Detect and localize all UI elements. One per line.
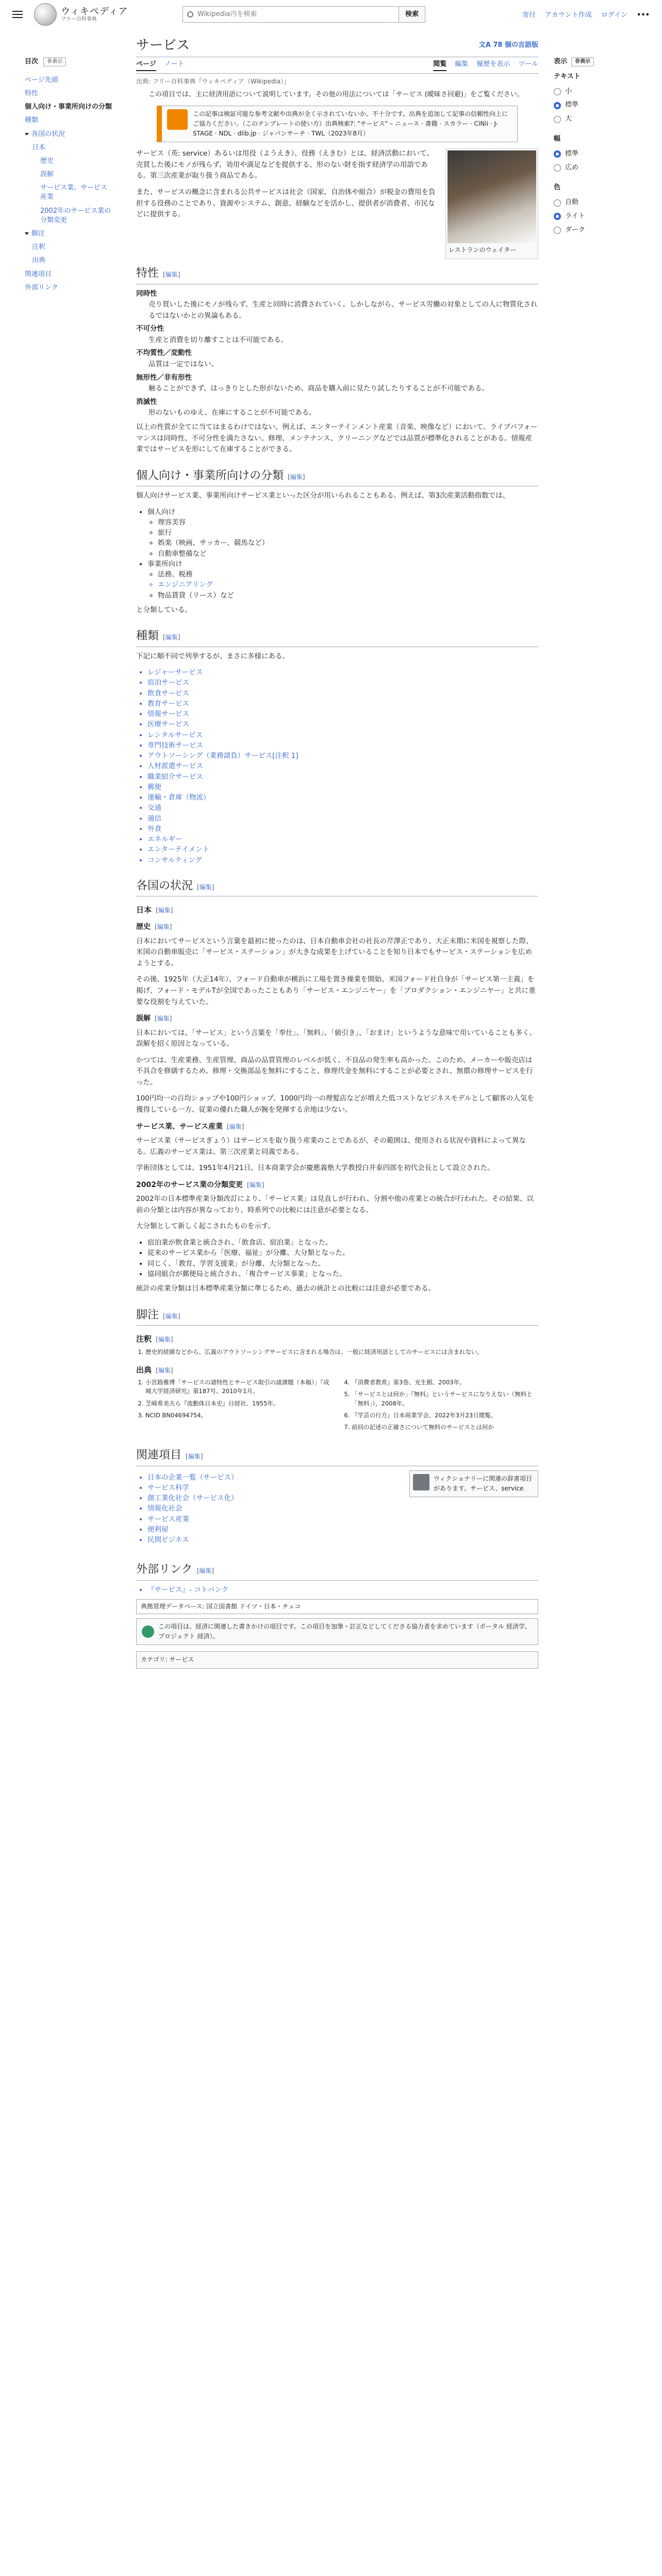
text-size-section <box>554 72 641 125</box>
toc-item[interactable]: 2002年のサービス業の分類変更 <box>40 207 111 224</box>
section-heading <box>136 627 538 647</box>
radio-label: 広め <box>565 163 579 172</box>
type-item[interactable]: • 飲食サービス <box>147 688 538 699</box>
heading-text: 特性 <box>136 267 159 280</box>
term: 不均質性／変動性 <box>136 349 192 358</box>
term: 無形性／非有形性 <box>136 373 192 382</box>
paragraph: 個人向けサービス業、事業所向けサービス業といった区分が用いられることもある。例えば、第3次産業活動指数では、 <box>136 492 510 500</box>
list-item[interactable]: ◦ エンジニアリング <box>158 580 538 590</box>
external-link[interactable]: • 『サービス』- コトバンク <box>147 1585 538 1595</box>
toc-item[interactable]: ページ先頭 <box>25 76 58 84</box>
toc-item[interactable]: 外部リンク <box>25 283 58 292</box>
definition: 触ることができず、はっきりとした形がないため、商品を購入前に見たり試したりすることが不可能である。 <box>148 384 489 393</box>
section-heading <box>136 1306 538 1326</box>
classification-list <box>147 507 538 601</box>
edit-link[interactable]: [編集] <box>163 271 180 279</box>
edit-link[interactable]: [編集] <box>186 1453 203 1461</box>
toc-item[interactable]: サービス業、サービス産業 <box>40 184 108 201</box>
see-also-list <box>147 1472 238 1546</box>
term: 不可分性 <box>136 325 164 333</box>
list-item: ◦ 物品賃貸（リース）など <box>158 590 538 601</box>
hatnote: この項目では、主に経済用語について説明しています。その他の用法については「サービス (曖昧さ回避)」をご覧ください。 <box>148 90 524 98</box>
maintenance-box <box>157 106 518 143</box>
login-link[interactable]: ログイン <box>601 11 628 19</box>
intro-paragraph: また、サービスの概念に含まれる公共サービスは社会（国家、自治体や組合）が税金の費用を負担する役務のことであり、資源やシステム、創意、経験などを活かし、提供者が消費者、市民などに提供する。 <box>136 188 436 219</box>
logo-name: ウィキペディア <box>61 6 128 17</box>
subsection-heading: 2002年のサービス業の分類変更 [編集] <box>136 1180 264 1189</box>
radio-option[interactable] <box>554 211 641 222</box>
appearance-hide-button[interactable]: 非表示 <box>571 57 594 66</box>
type-item[interactable]: • 人材派遣サービス <box>147 761 538 771</box>
type-item[interactable]: • 運輸・倉庫（物流） <box>147 792 538 803</box>
radio-option[interactable] <box>554 114 641 125</box>
stub-notice <box>136 1618 538 1645</box>
note-item: 1. 歴史的経緯などから、広義のアウトソーシングサービスに含まれる場合は、一般に経済用語としてのサービスには含まれない。 <box>145 1347 538 1357</box>
thumb-figure[interactable] <box>445 148 538 259</box>
paragraph: 統計の産業分類は日本標準産業分類に準じるため、過去の統計との比較には注意が必要である。 <box>136 1284 435 1293</box>
list-item: ◦ 理容美容 <box>158 517 538 528</box>
types-list <box>147 667 538 866</box>
see-also-item[interactable]: • 創工業化社会（サービス化） <box>147 1493 238 1503</box>
list-item: • 従来のサービス業から「医療、福祉」が分離、大分類となった。 <box>147 1248 538 1258</box>
list-item: • 協同組合が郵便局と統合され、「複合サービス事業」となった。 <box>147 1269 538 1279</box>
notes-list <box>145 1347 538 1357</box>
see-also-item[interactable]: • 民間ビジネス <box>147 1535 238 1545</box>
edit-link[interactable]: [編集] <box>155 1015 172 1023</box>
article-content <box>136 37 538 1669</box>
paragraph: 2002年の日本標準産業分類改訂により、「サービス業」は見直しが行われ、分割や他の産業との統合が行われた。その結果、以前の分類とは内容が異なっており、時系列での比較には注意が必要となる。 <box>136 1195 534 1214</box>
radio-selected-icon <box>554 150 561 158</box>
reference-item: 3. NCID BN04694754。 <box>145 1411 332 1420</box>
list-item: ◦ 法務、税務 <box>158 569 538 580</box>
list-item: ◦ 自動車整備など <box>158 549 538 559</box>
type-item[interactable]: • アウトソーシング（業務請負）サービス[注釈 1] <box>147 751 538 761</box>
section-heading <box>136 1446 538 1466</box>
search-form <box>183 6 425 23</box>
paragraph: その後、1925年（大正14年）、フォード自動車が横浜に工場を置き操業を開始、米国フォード社自身が「サービス第一主義」を掲げ、フォード・モデルTが全国であったこともあり「サービス・エンジニヤー」を「プロダクション・エンジニヤー」と共に重要な役割を与えていた。 <box>136 975 536 1006</box>
references-left <box>145 1378 332 1435</box>
page-title: サービス <box>136 38 190 53</box>
subsection-heading: 注釈 [編集] <box>136 1334 173 1344</box>
subsection-heading: 誤解 [編集] <box>136 1014 172 1023</box>
heading-text: 種類 <box>136 630 159 643</box>
type-item[interactable]: • 専門技術サービス <box>147 740 538 751</box>
radio-label: 大 <box>565 115 572 123</box>
toc-item[interactable]: 関連項目 <box>25 270 52 278</box>
type-item[interactable]: • 交通 <box>147 803 538 813</box>
search-icon <box>187 11 193 18</box>
reference-item: 4. 『消費者教育』第3巻、光生館、2003年。 <box>352 1378 538 1387</box>
see-also-item[interactable]: • 便利屋 <box>147 1524 238 1535</box>
radio-icon <box>554 227 561 234</box>
search-button[interactable]: 検索 <box>399 6 425 23</box>
toc-item[interactable]: 注釈 <box>32 243 46 251</box>
toc-item[interactable] <box>25 227 112 241</box>
radio-option[interactable] <box>554 225 641 236</box>
site-header <box>0 0 662 29</box>
edit-link[interactable]: [編集] <box>156 1335 173 1343</box>
table-of-contents <box>25 57 112 295</box>
type-item[interactable]: • コンサルティング <box>147 855 538 866</box>
section-title: 幅 <box>554 134 561 143</box>
radio-option[interactable] <box>554 163 641 174</box>
see-also-block <box>136 1470 538 1550</box>
paragraph: 以上の性質が全てに当てはまるわけではない。例えば、エンターテインメント産業（音楽、映像など）において、ライブパフォーマンスは同時性、不可分性を満たさない。修理、メンテナンス、クリーニングなどでは品質が標準化されることがある。情報産業ではサービスを形にして在庫することができる。 <box>136 423 538 454</box>
edit-link[interactable]: [編集] <box>196 1567 214 1575</box>
appearance-title: 表示 <box>554 58 568 65</box>
width-section <box>554 134 641 173</box>
see-also-item[interactable]: • サービス科学 <box>147 1483 238 1493</box>
paragraph: 下記に順不同で列挙するが、まさに多様にある。 <box>136 652 289 660</box>
language-button[interactable]: 文A 78 個の言語版 <box>478 41 538 49</box>
toc-item[interactable]: 日本 <box>32 143 46 151</box>
list-item: • 同じく、「教育、学習支援業」が分離、大分類となった。 <box>147 1259 538 1269</box>
toc-item[interactable]: 誤解 <box>40 171 54 179</box>
paragraph: 100円均一の百均ショップや100円ショップ、1000円均一の理髪店などが増えた低コストなビジネスモデルとして顧客の人気を獲得している一方、従業の優れた職人が腕を発揮する余地は少ない。 <box>136 1094 534 1114</box>
type-item[interactable]: • 宿泊サービス <box>147 677 538 688</box>
tab-page[interactable]: ページ <box>136 59 156 71</box>
subsection-heading: 日本 [編集] <box>136 905 173 915</box>
tab-talk[interactable]: ノート <box>164 60 185 68</box>
radio-option[interactable] <box>554 87 641 97</box>
edit-link[interactable]: [編集] <box>163 634 180 641</box>
warning-icon <box>167 109 188 130</box>
type-item[interactable]: • 職業紹介サービス <box>147 772 538 782</box>
radio-label: 小 <box>565 87 572 95</box>
external-links-list <box>147 1585 538 1595</box>
tab-edit[interactable]: 編集 <box>455 60 469 68</box>
subsection-heading: 出典 [編集] <box>136 1365 173 1375</box>
toc-item-active[interactable]: 個人向け・事業所向けの分類 <box>25 103 112 111</box>
chevron-down-icon[interactable] <box>25 232 29 235</box>
user-links <box>522 10 650 21</box>
radio-option[interactable] <box>554 149 641 160</box>
search-input[interactable] <box>183 6 399 23</box>
type-item[interactable]: • 外食 <box>147 824 538 834</box>
section-heading <box>136 467 538 486</box>
radio-label: ライト <box>565 212 585 220</box>
type-item[interactable]: • 教育サービス <box>147 699 538 709</box>
edit-link[interactable]: [編集] <box>227 1123 244 1130</box>
heading-text: 各国の状況 <box>136 879 193 892</box>
paragraph: かつては、生産業務、生産管理、商品の品質管理のレベルが低く、不良品の発生率も高かった。このため、メーカーや販売店は不具合を修繕するため、修理・交換部品を無料にすること、修理代金を無料にすることが必要とされ、無償の修理サービスを行った。 <box>136 1056 533 1087</box>
definition: 売り買いした後にモノが残らず、生産と同時に消費されていく。しかしながら、サービス労働の対象としての人に物質化されるではないかとの異論もある。 <box>148 300 538 320</box>
figure-caption: レストランのウェイター <box>449 246 517 254</box>
heading-text: 関連項目 <box>136 1449 182 1462</box>
section-heading <box>136 1561 538 1580</box>
subsection-heading: サービス業、サービス産業 [編集] <box>136 1122 244 1131</box>
section-title: 色 <box>554 183 561 192</box>
toc-item-label: 脚注 <box>31 230 45 238</box>
tab-tools[interactable]: ツール <box>518 60 538 68</box>
type-item[interactable]: • エネルギー <box>147 834 538 844</box>
page-tabs <box>136 57 538 74</box>
waiter-photo[interactable] <box>448 150 536 243</box>
toc-item[interactable]: 種類 <box>25 116 39 125</box>
type-item[interactable]: • レジャーサービス <box>147 667 538 677</box>
toc-title: 目次 <box>25 58 39 65</box>
wiktionary-icon <box>413 1474 429 1490</box>
edit-link[interactable]: [編集] <box>197 883 214 891</box>
edit-link[interactable]: [編集] <box>163 1312 180 1320</box>
type-item[interactable]: • 郵便 <box>147 782 538 792</box>
toc-item-label: 各国の状況 <box>31 130 65 138</box>
section-title: テキスト <box>554 72 581 80</box>
edit-link[interactable]: [編集] <box>156 1367 173 1375</box>
paragraph: 学術団体としては、1951年4月21日、日本商業学会が慶應義塾大学教授白井泰四郎を初代会長として設立された。 <box>136 1164 494 1173</box>
site-sub: 出典: フリー百科事典『ウィキペディア（Wikipedia）』 <box>136 77 290 85</box>
search-placeholder: Wikipedia内を検索 <box>197 10 257 18</box>
appearance-panel <box>554 57 641 245</box>
radio-label: 標準 <box>565 101 579 109</box>
list-item: • 個人向け ◦ 理容美容 ◦ 旅行 ◦ 娯楽（映画、サッカー、競馬など） ◦ 自動車整備など <box>147 507 538 559</box>
heading-text: 脚注 <box>136 1308 159 1321</box>
list-item: • 事業所向け ◦ 法務、税務 ◦ エンジニアリング ◦ 物品賃貸（リース）など <box>147 559 538 601</box>
edit-link[interactable]: [編集] <box>288 473 305 481</box>
radio-label: 自動 <box>565 198 579 207</box>
subsection-heading: 歴史 [編集] <box>136 923 172 931</box>
references <box>136 1378 538 1435</box>
toc-item[interactable]: 歴史 <box>40 157 54 165</box>
logo-tagline: フリー百科事典 <box>61 16 97 23</box>
wikipedia-globe-icon <box>34 3 57 26</box>
reference-item: 7. 前回の記述の正確さについて無料のサービスとは何か <box>352 1423 538 1432</box>
create-account-link[interactable]: アカウント作成 <box>544 11 592 19</box>
section-heading <box>136 264 538 284</box>
tab-read[interactable]: 閲覧 <box>433 59 446 71</box>
paragraph: と分類している。 <box>136 605 192 614</box>
language-count: 78 個の言語版 <box>493 41 538 49</box>
type-item[interactable]: • エンターテイメント <box>147 844 538 855</box>
main-menu-icon[interactable] <box>12 11 23 18</box>
radio-icon <box>554 199 561 207</box>
reference-item: 5. 「サービスとは何か」『無料』というサービスになりえない（無料と「無料」），2008年。 <box>352 1390 538 1408</box>
section-heading <box>136 877 538 896</box>
color-section <box>554 182 641 235</box>
page-title-bar <box>136 37 538 57</box>
authority-control <box>136 1599 538 1614</box>
characteristics-list <box>136 289 538 419</box>
toc-item[interactable] <box>25 128 112 141</box>
tab-history[interactable]: 履歴を表示 <box>476 60 510 68</box>
type-item[interactable]: • レンタルサービス <box>147 730 538 740</box>
category-links[interactable]: カテゴリ: サービス <box>136 1651 538 1668</box>
maintenance-text: この記事は検証可能な参考文献や出典が全く示されていないか、不十分です。出典を追加して記事の信頼性向上にご協力ください。（このテンプレートの使い方）出典検索?: "サービス" – ニュース · 書籍 · スカラー · CiNii · J-STAGE · NDL · dlib.jp · ジャパンサーチ · TWL（2023年8月） <box>193 110 508 137</box>
wiktionary-text: ウィクショナリーに関連の辞書項目があります。サービス、service <box>434 1475 533 1492</box>
radio-icon <box>554 164 561 172</box>
reference-item: 6. 『学芸の行方』日本商業学会、2022年3月23日閲覧。 <box>352 1411 538 1420</box>
definition: 生産と消費を切り離すことは不可能である。 <box>148 335 288 344</box>
edit-link[interactable]: [編集] <box>156 907 173 914</box>
economics-icon <box>142 1625 154 1638</box>
reference-item: 1. 小宮路雅博「サービスの諸特性とサービス取引の諸課題（本稿）」『成城大学経済研究』第187号、2010年1月。 <box>145 1378 332 1396</box>
term: 消滅性 <box>136 397 157 406</box>
type-item[interactable]: • 医療サービス <box>147 719 538 730</box>
term: 同時性 <box>136 289 157 298</box>
radio-selected-icon <box>554 213 561 220</box>
toc-hide-button[interactable]: 非表示 <box>43 57 66 66</box>
authority-control-text: 典拠管理データベース: 国立図書館 ドイツ・日本・チェコ <box>141 1602 301 1610</box>
paragraph: 日本においてサービスという言葉を最初に使ったのは、日本自動車会社の社長の芹澤正であり、大正末期に米国を視察した際、米国の自動車販売に「サービス・ステーション」が大きな成果を上げていることを知り日本でもサービス・ステーションを広めようとする。 <box>136 937 533 968</box>
stub-text: この項目は、経済に関連した書きかけの項目です。この項目を加筆・訂正などしてくださる協力者を求めています（ポータル 経済学、プロジェクト 経済）。 <box>158 1623 531 1640</box>
radio-icon <box>554 88 561 95</box>
definition: 品質は一定ではない。 <box>148 360 218 369</box>
see-also-item[interactable]: • 日本の企業一覧（サービス） <box>147 1472 238 1483</box>
chevron-down-icon[interactable] <box>25 133 29 135</box>
list-item: • 宿泊業が飲食業と統合され、「飲食店、宿泊業」となった。 <box>147 1238 538 1248</box>
wiktionary-box <box>409 1470 538 1497</box>
radio-label: 標準 <box>565 149 579 158</box>
see-also-item[interactable]: • 情報化社会 <box>147 1503 238 1514</box>
edit-link[interactable]: [編集] <box>155 923 172 931</box>
site-logo[interactable] <box>34 3 152 26</box>
edit-link[interactable]: [編集] <box>246 1181 264 1189</box>
intro-paragraph: サービス（英: service）あるいは用役（ようえき）、役務（えきむ）とは、経済活動において、売買した後にモノが残らず、効用や満足などを提供する、形のない財を指す経済学の用語である。第三次産業が取り扱う商品である。 <box>136 149 434 180</box>
toc-item[interactable]: 特性 <box>25 89 39 97</box>
type-item[interactable]: • 情報サービス <box>147 709 538 719</box>
list-item: ◦ 旅行 <box>158 528 538 538</box>
reference-item: 2. 芝崎希美夫ら『流動体日本史』日経社、1955年。 <box>145 1399 332 1408</box>
list-item: ◦ 娯楽（映画、サッカー、競馬など） <box>158 538 538 548</box>
donate-link[interactable]: 寄付 <box>522 11 536 19</box>
radio-label: ダーク <box>565 226 586 234</box>
paragraph: 大分類として新しく起こされたものを示す。 <box>136 1222 275 1231</box>
radio-icon <box>554 116 561 123</box>
toc-item[interactable]: 出典 <box>32 257 46 265</box>
paragraph: サービス業（サービスぎょう）はサービスを取り扱う産業のことであるが、その範囲は、使用される状況や資料によって異なる。広義のサービス業は、第三次産業と同義である。 <box>136 1137 526 1156</box>
radio-selected-icon <box>554 102 561 109</box>
heading-text: 個人向け・事業所向けの分類 <box>136 469 284 482</box>
type-item[interactable]: • 通信 <box>147 814 538 824</box>
radio-option[interactable] <box>554 100 641 111</box>
change-list <box>147 1238 538 1279</box>
radio-option[interactable] <box>554 197 641 208</box>
definition: 形のないものゆえ、在庫にすることが不可能である。 <box>148 409 316 417</box>
references-right <box>352 1378 538 1435</box>
see-also-item[interactable]: • サービス産業 <box>147 1514 238 1524</box>
more-options-icon[interactable]: ••• <box>637 11 650 19</box>
heading-text: 外部リンク <box>136 1563 193 1577</box>
paragraph: 日本においては、「サービス」という言葉を「奉仕」、「無料」、「値引き」、「おまけ」というような意味で用いていることも多く、誤解を招く原因となっている。 <box>136 1028 536 1048</box>
